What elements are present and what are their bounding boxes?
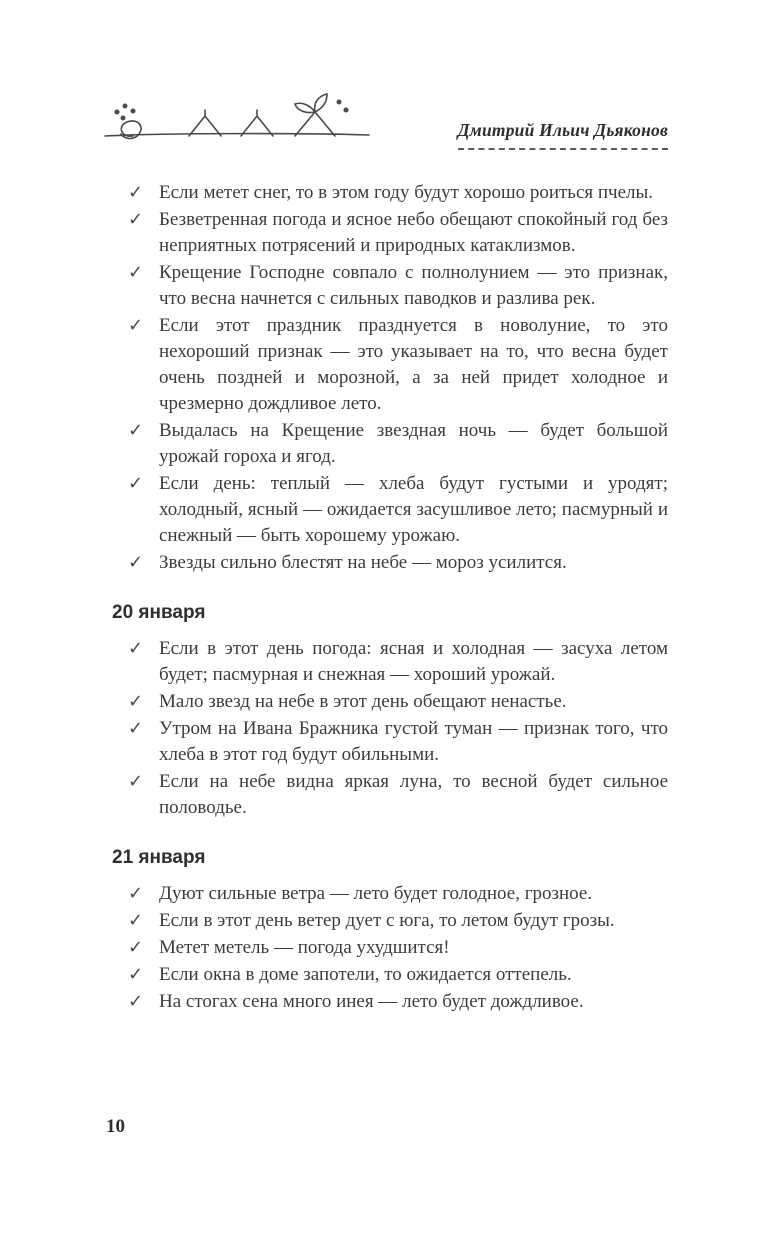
omen-list <box>112 881 668 1015</box>
check-icon: ✓ <box>128 209 144 230</box>
omen-text: Метет метель — погода ухудшится! <box>159 937 450 958</box>
check-icon: ✓ <box>128 691 144 712</box>
omen-text: Крещение Господне совпало с полнолунием — это признак, что весна начнется с сильных паводков и разлива рек. <box>159 262 668 309</box>
omen-text: Утром на Ивана Бражника густой туман — признак того, что хлеба в этот год будут обильными. <box>159 718 668 765</box>
section-21-january <box>112 845 668 1015</box>
omen-text: Безветренная погода и ясное небо обещают спокойный год без неприятных потрясений и природных катаклизмов. <box>159 209 668 256</box>
omen-list <box>112 180 668 576</box>
check-icon: ✓ <box>128 910 144 931</box>
check-icon: ✓ <box>128 718 144 739</box>
list-item <box>112 716 668 768</box>
omen-text: На стогах сена много инея — лето будет дождливое. <box>159 991 584 1012</box>
list-item <box>112 989 668 1015</box>
omen-list <box>112 636 668 821</box>
list-item <box>112 881 668 907</box>
check-icon: ✓ <box>128 182 144 203</box>
list-item <box>112 550 668 576</box>
omen-text: Выдалась на Крещение звездная ночь — будет большой урожай гороха и ягод. <box>159 420 668 467</box>
omen-text: Если на небе видна яркая луна, то весной будет сильное половодье. <box>159 771 668 818</box>
page-number: 10 <box>106 1116 125 1137</box>
list-item <box>112 207 668 259</box>
list-item <box>112 908 668 934</box>
list-item <box>112 260 668 312</box>
date-heading: 20 января <box>112 602 206 623</box>
section-krechenie <box>112 180 668 576</box>
plant-ornament-icon <box>103 92 371 150</box>
check-icon: ✓ <box>128 552 144 573</box>
list-item <box>112 418 668 470</box>
check-icon: ✓ <box>128 991 144 1012</box>
check-icon: ✓ <box>128 473 144 494</box>
omen-text: Если день: теплый — хлеба будут густыми и уродят; холодный, ясный — ожидается засушливое лето; пасмурный и снежный — быть хорошему урожаю. <box>159 473 668 546</box>
check-icon: ✓ <box>128 771 144 792</box>
section-20-january <box>112 600 668 821</box>
omen-text: Если окна в доме запотели, то ожидается оттепель. <box>159 964 572 985</box>
list-item <box>112 636 668 688</box>
omen-text: Мало звезд на небе в этот день обещают ненастье. <box>159 691 567 712</box>
list-item <box>112 769 668 821</box>
omen-text: Если этот праздник празднуется в новолуние, то это нехороший признак — это указывает на то, что весна будет очень поздней и морозной, а за ней придет холодное и чрезмерно дождливое лето. <box>159 315 668 414</box>
list-item <box>112 689 668 715</box>
list-item <box>112 471 668 549</box>
check-icon: ✓ <box>128 937 144 958</box>
list-item <box>112 180 668 206</box>
list-item <box>112 313 668 417</box>
author-name: Дмитрий Ильич Дьяконов <box>458 120 668 150</box>
page-header <box>0 0 768 150</box>
date-heading: 21 января <box>112 847 206 868</box>
check-icon: ✓ <box>128 883 144 904</box>
omen-text: Дуют сильные ветра — лето будет голодное, грозное. <box>159 883 593 904</box>
page-content <box>0 150 768 1015</box>
check-icon: ✓ <box>128 420 144 441</box>
omen-text: Звезды сильно блестят на небе — мороз усилится. <box>159 552 567 573</box>
check-icon: ✓ <box>128 964 144 985</box>
check-icon: ✓ <box>128 315 144 336</box>
list-item <box>112 935 668 961</box>
omen-text: Если в этот день ветер дует с юга, то летом будут грозы. <box>159 910 615 931</box>
check-icon: ✓ <box>128 638 144 659</box>
omen-text: Если метет снег, то в этом году будут хорошо роиться пчелы. <box>159 182 654 203</box>
check-icon: ✓ <box>128 262 144 283</box>
omen-text: Если в этот день погода: ясная и холодная — засуха летом будет; пасмурная и снежная — хороший урожай. <box>159 638 668 685</box>
list-item <box>112 962 668 988</box>
